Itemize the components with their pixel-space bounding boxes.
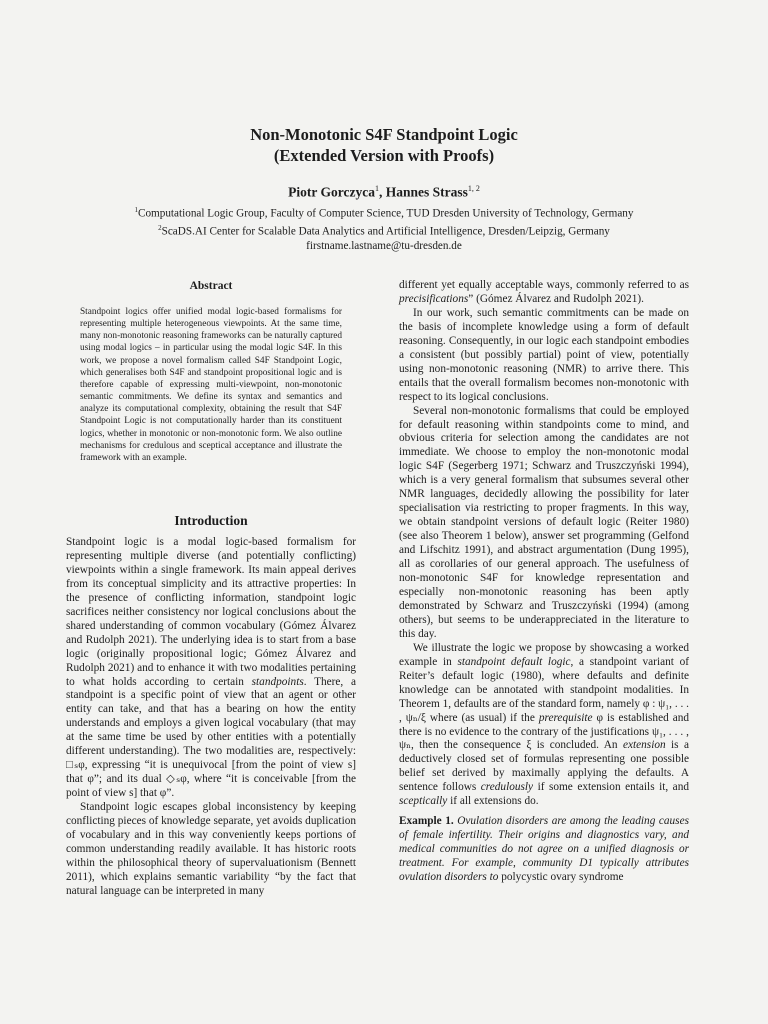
right-paragraph-3 (399, 642, 689, 809)
introduction-heading: Introduction (174, 513, 248, 528)
text-run: We illustrate the logic we propose by showcasing a worked example in (399, 641, 689, 668)
affiliation-1 (0, 203, 768, 221)
example-1 (399, 815, 689, 885)
example-label: Example 1. (399, 815, 454, 828)
title-line-2: (Extended Version with Proofs) (273, 146, 495, 165)
text-run: if all extensions do. (447, 795, 539, 808)
author-2: Hannes Strass (385, 184, 468, 200)
emphasis: standpoint default logic (457, 655, 571, 668)
example-tail: polycystic ovary syndrome (498, 871, 624, 884)
title-line-1: Non-Monotonic S4F Standpoint Logic (250, 125, 518, 144)
intro-paragraph-2: Standpoint logic escapes global inconsistency by keeping conflicting pieces of knowledge separate, yet avoids duplication of vocabulary and in this way conveniently keeps portions of common understanding readily available. It has historic roots within the philosophical theory of supervaluationism (Bennett 2011), which explains semantic variability “by the fact that natural language can be interpreted in many (66, 801, 356, 897)
emphasis: precisifications (399, 292, 469, 305)
author-1: Piotr Gorczyca (288, 184, 375, 200)
paper-title (0, 124, 768, 166)
right-paragraph-1: In our work, such semantic commitments can be made on the basis of incomplete knowledge using a form of default reasoning. Consequently, in our logic each standpoint embodies a consistent (but possibly partial) point of view, potentially using non-monotonic reasoning (NMR) to arrive there. This entails that the overall formalism becomes non-monotonic with respect to its logical conclusions. (399, 306, 689, 403)
affiliation-2-text: ScaDS.AI Center for Scalable Data Analytics and Artificial Intelligence, Dresden/Leipzig, Germany (161, 225, 610, 238)
emphasis: sceptically (399, 795, 448, 808)
right-column-body (399, 279, 689, 885)
text-run: φ is established and there is no evidence to the contrary of the justifications ψ₁, . . . , ψₙ, then the consequence ξ is concluded. An (399, 711, 690, 752)
abstract-text: Standpoint logics offer unified modal logic-based formalisms for representing multiple heterogeneous viewpoints. At the same time, many non-monotonic reasoning frameworks can be naturally captured using modal logics – in particular using the modal logic S4F. In this work, we propose a novel formalism called S4F Standpoint Logic, which generalises both S4F and standpoint propositional logic and is therefore capable of expressing multi-viewpoint, non-monotonic semantic commitments. We define its syntax and semantics and analyze its computational complexity, obtaining the result that S4F Standpoint Logic is not computationally harder than its constituent logics, whether in monotonic or non-monotonic form. We also outline mechanisms for credulous and sceptical acceptance and illustrate the framework with an example. (80, 307, 342, 463)
affiliation-2 (0, 221, 768, 239)
text-run: is a deductively closed set of formulas representing one possible belief set derived by maximally applying the defaults. A sentence follows (399, 739, 689, 794)
emphasis: prerequisite (538, 711, 593, 724)
text-run: ” (Gómez Álvarez and Rudolph 2021). (468, 292, 644, 305)
right-paragraph-0 (399, 279, 689, 307)
author-2-affil: 1, 2 (467, 184, 480, 193)
example-text: Ovulation disorders are among the leading causes of female infertility. Their origins and diagnostics vary, and medical communities do not agree on a unified diagnosis or treatment. For example, community D1 typically attributes ovulation disorders to (399, 815, 689, 884)
affiliation-1-marker: 1 (134, 206, 138, 214)
abstract-heading: Abstract (189, 280, 233, 292)
text-run: if some extension entails it, and (533, 781, 689, 794)
text-run: . There, a standpoint is a specific point of view that an agent or other entity can take, and that has a bearing on how the entity understands and employs a given logical vocabulary (that may at the same time be used by other entities with a potentially different understanding). The two modalities are, respectively: □ₛφ, expressing “it is unequivocal [from the point of view s] that φ”; and its dual ◇ₛφ, where “it is conceivable [from the point of view s] that φ”. (66, 675, 356, 800)
text-run: , a standpoint variant of Reiter’s default logic (1980), where defaults and definite knowledge can be annotated with standpoint modalities. In Theorem 1, defaults are of the standard form, namely φ : ψ₁, . . . , ψₙ/ξ where (as usual) if the (399, 655, 689, 724)
affiliation-1-text: Computational Logic Group, Faculty of Computer Science, TUD Dresden University of Technology, Germany (137, 207, 634, 220)
author-1-affil: 1 (374, 184, 379, 193)
right-paragraph-2: Several non-monotonic formalisms that could be employed for default reasoning within standpoints come to mind, and obvious criteria for selection among the candidates are not immediate. We choose to employ the non-monotonic modal logic S4F (Segerberg 1971; Schwarz and Truszczyński 1994), which is a very general formalism that subsumes several other NMR languages, decidedly allowing the possibility for later specialisation via restricting to proper fragments. In this way, we obtain standpoint versions of default logic (Reiter 1980) (see also Theorem 1 below), answer set programming (Gelfond and Lifschitz 1991), and abstract argumentation (Dung 1995), all as corollaries of our general approach. The usefulness of non-monotonic S4F for knowledge representation and especially non-monotonic reasoning has been aptly demonstrated by Schwarz and Truszczyński (1994) (among others), but seems to be underappreciated in the literature to this day. (399, 404, 689, 640)
email: firstname.lastname@tu-dresden.de (306, 240, 462, 253)
affiliations (0, 203, 768, 254)
authors (0, 180, 768, 201)
affiliation-2-marker: 2 (158, 224, 162, 233)
emphasis: extension (622, 739, 666, 752)
text-run: different yet equally acceptable ways, commonly referred to as (399, 279, 689, 291)
introduction-body (66, 536, 356, 899)
intro-paragraph-1 (66, 536, 356, 801)
text-run: Standpoint logic is a modal logic-based formalism for representing multiple diverse (and potentially conflicting) viewpoints within a single framework. Its main appeal derives from its conceptual simplicity and its attractive properties: In the presence of conflicting information, standpoint logic sacrifices neither consistency nor logical conclusions about the shared understanding of common vocabulary (Gómez Álvarez and Rudolph 2021). The underlying idea is to start from a base logic (originally propositional logic; Gómez Álvarez and Rudolph 2021) and to enhance it with two modalities pertaining to what holds according to certain (66, 536, 356, 688)
emphasis: credulously (480, 781, 534, 794)
author-separator: , (378, 184, 386, 200)
emphasis: standpoints (251, 675, 304, 688)
